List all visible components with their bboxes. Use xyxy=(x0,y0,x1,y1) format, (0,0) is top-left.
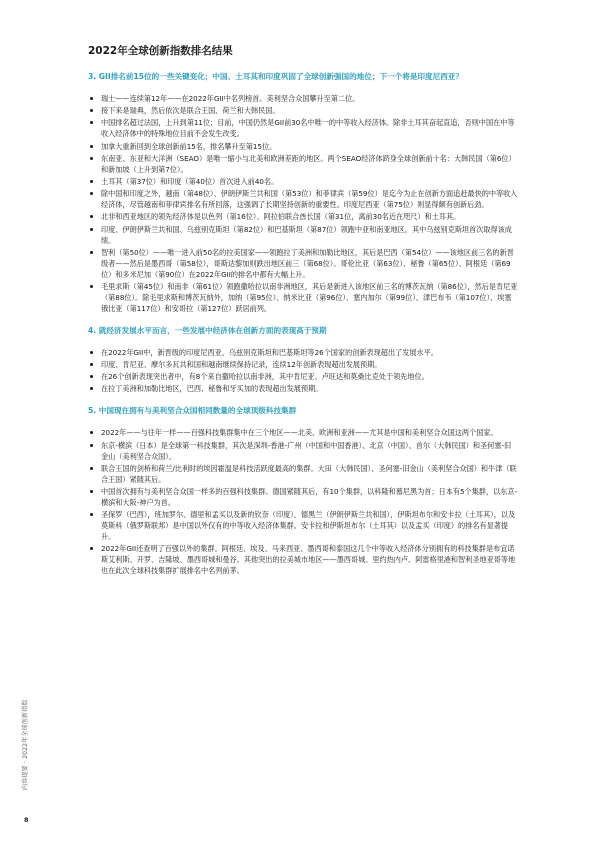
list-item: 北非和西亚地区的领先经济体是以色列（第16位）、阿拉伯联合酋长国（第31位，离前30名近在咫尺）和土耳其。 xyxy=(88,211,518,222)
list-item: 中国排名超过法国，上升到第11位；目前，中国仍然是GII前30名中唯一的中等收入经济体。除非土耳其奋起直追，否则中国在中等收入经济体中的特殊地位目前不会发生改变。 xyxy=(88,117,518,139)
list-item: 土耳其（第37位）和印度（第40位）首次进入前40名。 xyxy=(88,176,518,187)
section-science-clusters xyxy=(88,405,518,576)
list-item: 在2022年GII中，新晋级的印度尼西亚、乌兹别克斯坦和巴基斯坦等26个国家的创新表现超出了发展水平。 xyxy=(88,347,518,358)
bullet-list xyxy=(88,347,518,395)
list-item: 智利（第50位）——唯一进入前50名的拉美国家——领跑拉丁美洲和加勒比地区，其后是巴西（第54位）——该地区前三名的新晋级者——然后是墨西哥（第58位），哥斯达黎加则跌出地区前三（第68位）。哥伦比亚（第63位）、秘鲁（第65位）、阿根廷（第69位）和多米尼加（第90位）在2022年GII的排名中都有大幅上升。 xyxy=(88,247,518,280)
list-item: 中国首次拥有与美利坚合众国一样多的百强科技集群。德国紧随其后，有10个集群，以科隆和慕尼黑为首；日本有5个集群，以东京-横滨和大阪-神户为首。 xyxy=(88,486,518,508)
section-heading: 3. GII排名前15位的一些关键变化；中国、土耳其和印度巩固了全球创新强国的地位；下一个将是印度尼西亚？ xyxy=(88,72,463,81)
running-footer-label: 内容提要 · 2022年全球创新指数 xyxy=(22,699,29,790)
list-item: 东京-横滨（日本）是全球第一科技集群，其次是深圳-香港-广州（中国和中国香港）、北京（中国）、首尔（大韩民国）和圣何塞-旧金山（美利坚合众国）。 xyxy=(88,440,518,462)
list-item: 在拉丁美洲和加勒比地区，巴西、秘鲁和牙买加的表现超出发展预期。 xyxy=(88,383,518,394)
list-item: 瑞士——连续第12年——在2022年GII中名列榜首。美利坚合众国攀升至第二位。 xyxy=(88,93,518,104)
page-content xyxy=(88,44,518,587)
bullet-list xyxy=(88,93,518,314)
list-item: 2022年——与往年一样——百强科技集群集中在三个地区——北美、欧洲和亚洲——尤其是中国和美利坚合众国这两个国家。 xyxy=(88,427,518,438)
page-number: 8 xyxy=(24,816,29,824)
list-item: 东南亚、东亚和大洋洲（SEAO）是唯一缩小与北美和欧洲差距的地区。两个SEAO经济体跻身全球创新前十名：大韩民国（第6位）和新加坡（上升到第7位）。 xyxy=(88,153,518,175)
list-item: 印度、伊朗伊斯兰共和国、乌兹别克斯坦（第82位）和巴基斯坦（第87位）领跑中亚和南亚地区，其中乌兹别克斯坦首次取得该成绩。 xyxy=(88,224,518,246)
section-heading: 5. 中国现在拥有与美利坚合众国相同数量的全球顶级科技集群 xyxy=(88,406,297,416)
list-item: 印度、肯尼亚、摩尔多瓦共和国和越南继续保持记录，连续12年创新表现超出发展预期。 xyxy=(88,359,518,370)
list-item: 接下来是瑞典，然后依次是联合王国、荷兰和大韩民国。 xyxy=(88,105,518,116)
section-development-performance xyxy=(88,325,518,395)
section-heading: 4. 就经济发展水平而言，一些发展中经济体在创新方面的表现高于预期 xyxy=(88,325,327,335)
page-title: 2022年全球创新指数排名结果 xyxy=(88,45,233,57)
section-key-changes xyxy=(88,71,518,314)
list-item: 圣保罗（巴西），班加罗尔、德里和孟买以及新的钦奈（印度），德黑兰（伊朗伊斯兰共和国），伊斯坦布尔和安卡拉（土耳其），以及莫斯科（俄罗斯联邦）是中国以外仅有的中等收入经济体集群。安卡拉和伊斯坦布尔（土耳其）以及孟买（印度）的排名有显著提升。 xyxy=(88,509,518,542)
list-item: 在26个创新表现突出者中，有8个来自撒哈拉以南非洲，其中肯尼亚、卢旺达和莫桑比克处于领先地位。 xyxy=(88,371,518,382)
list-item: 加拿大重新回到全球创新前15名，排名攀升至第15位。 xyxy=(88,141,518,152)
list-item: 联合王国的剑桥和荷兰/比利时的埃因霍温是科技活跃度最高的集群。大田（大韩民国）、圣何塞-旧金山（美利坚合众国）和牛津（联合王国）紧随其后。 xyxy=(88,463,518,485)
list-item: 毛里求斯（第45位）和南非（第61位）领跑撒哈拉以南非洲地区，其后是新进入该地区前三名的博茨瓦纳（第86位），然后是肯尼亚（第88位）。除毛里求斯和博茨瓦纳外，加纳（第95位）、纳米比亚（第96位）、塞内加尔（第99位）、津巴布韦（第107位）、埃塞俄比亚（第117位）和安哥拉（第127位）跃居前列。 xyxy=(88,281,518,314)
list-item: 除中国和印度之外，越南（第48位）、伊朗伊斯兰共和国（第53位）和菲律宾（第59位）是迄今为止在创新方面追赶最快的中等收入经济体，尽管越南和菲律宾排名有所回落，这强调了长期坚持创新的重要性。印度尼西亚（第75位）则显得颇有创新后劲。 xyxy=(88,188,518,210)
list-item: 2022年GII还查明了百强以外的集群。阿根廷、埃及、马来西亚、墨西哥和泰国这几个中等收入经济体分别拥有的科技集群是布宜诺斯艾利斯、开罗、吉隆坡、墨西哥城和曼谷。其他突出的拉美城市地区——墨西哥城、里约热内卢、阿雷格里港和智利圣地亚哥等地也在此次全球科技集群扩展排名中名列前茅。 xyxy=(88,543,518,576)
bullet-list xyxy=(88,427,518,576)
